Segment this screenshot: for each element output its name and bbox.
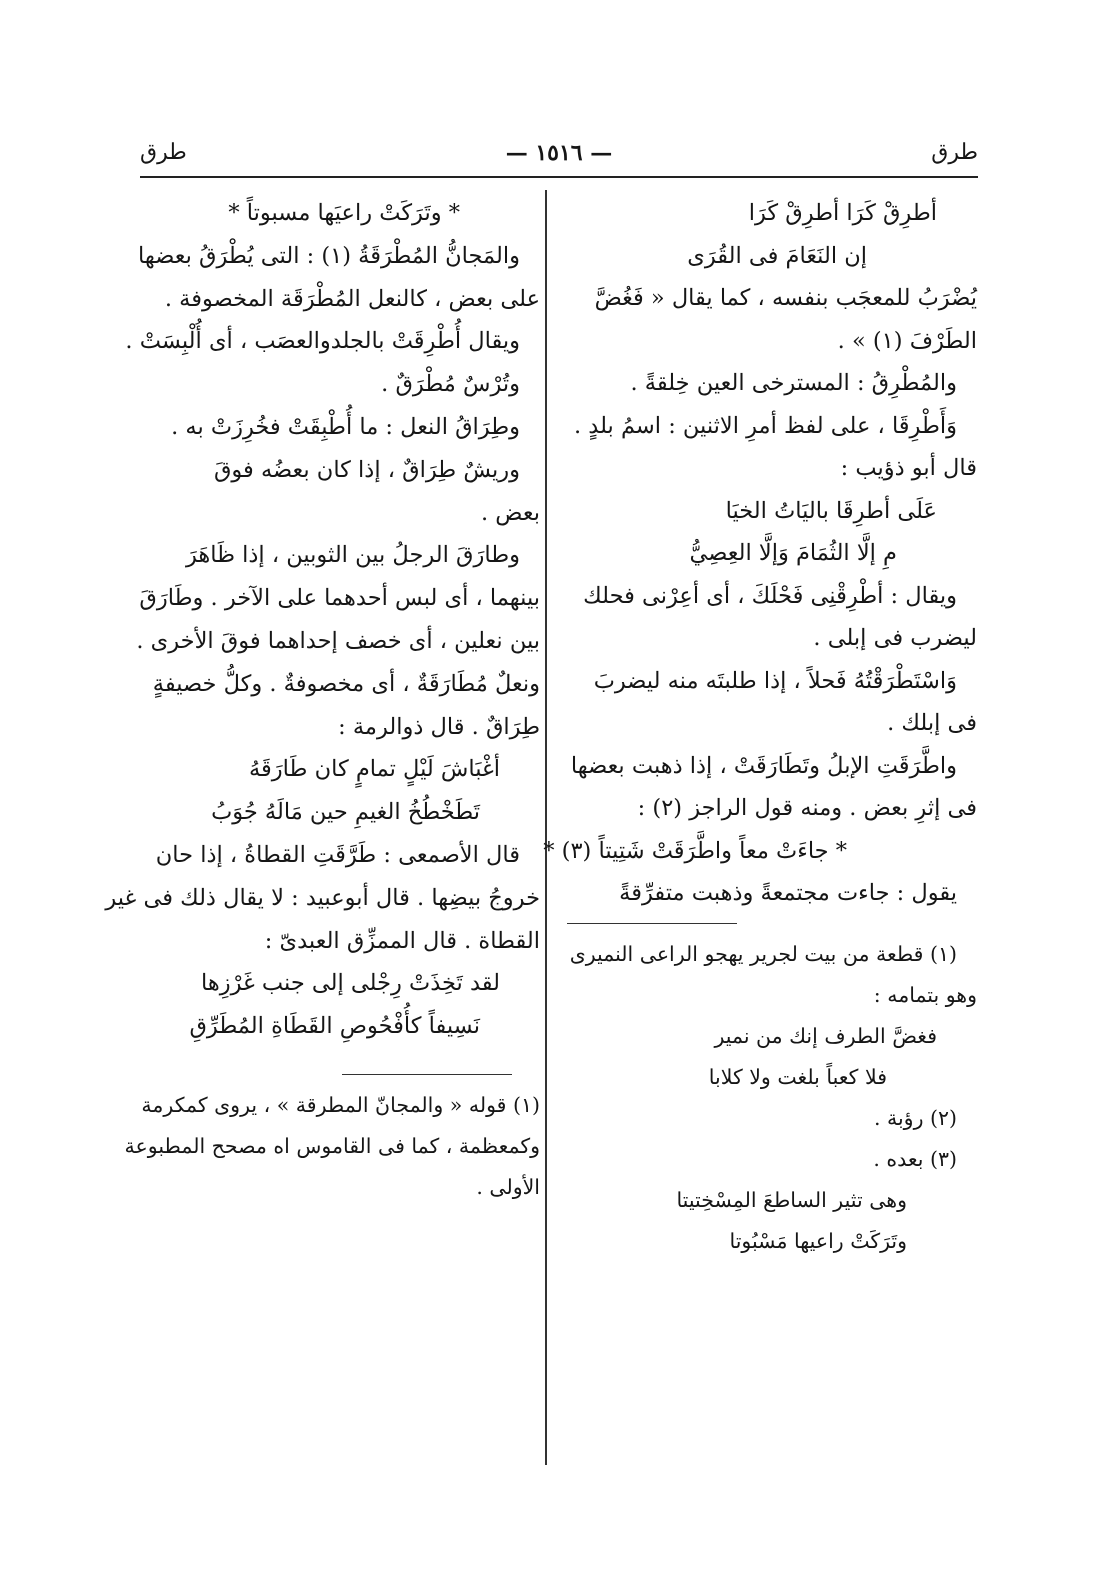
text-line: الطَرْفَ (١) » . [837,327,977,354]
left-column [105,192,540,1208]
text-line: وريشٌ طِرَاقٌ ، إذا كان بعضُه فوقَ [213,456,520,483]
verse-line: تَطَخْطُخُ الغيمِ حين مَالَهُ جُوَبُ [211,799,480,826]
footnote-line: وكمعظمة ، كما فى القاموس اه مصحح المطبوعة [124,1133,540,1158]
verse-line: عَلَى أطرِقَا باليَاتُ الخيَا [725,497,937,524]
text-line: والمَجانُّ المُطْرَقَةُ (١) : التى يُطْرَقُ بعضها [138,242,520,269]
text-line: ونعلٌ مُطَارَقَةٌ ، أى مخصوفةٌ . وكلُّ خصيفةٍ [152,670,540,697]
text-line: بين نعلين ، أى خصف إحداهما فوقَ الأخرى . [136,627,540,654]
text-line: أطرِقْ كَرَا أطرِقْ كَرَا [748,200,937,226]
footnote-line: الأولى . [476,1174,540,1199]
verse-line: مِ إلَّا الثُمَامَ وَإلَّا العِصِيُّ [689,540,897,566]
text-line: ويقال أُطْرِقَتْ بالجلدوالعصَب ، أى أُلْبِسَتْ . [125,328,520,355]
verse-line: * وتَرَكَتْ راعيَها مسبوتاً * [228,200,460,226]
text-line: وطارَقَ الرجلُ بين الثوبين ، إذا ظَاهَرَ [185,542,520,569]
footnote-verse: فلا كعباً بلغت ولا كلابا [708,1064,887,1089]
footnote-verse: فغضَّ الطرف إنك من نمير [714,1023,937,1048]
text-line: فى إثرِ بعض . ومنه قول الراجز (٢) : [637,795,977,821]
text-line: قال الأصمعى : طَرَّقَتِ القطاةُ ، إذا حان [155,841,520,868]
text-line: طِرَاقٌ . قال ذوالرمة : [338,713,540,740]
text-line: القطاة . قال الممزِّق العبدىّ : [264,927,540,954]
verse-line: نَسِيفاً كأُفْحُوصِ القَطَاةِ المُطَرِّقِ [189,1013,480,1040]
text-line: يُضْرَبُ للمعجَب بنفسه ، كما يقال « فَغُضَّ [594,285,977,311]
text-line: والمُطْرِقُ : المسترخى العين خِلقةً . [630,370,957,396]
text-line: بينهما ، أى لبس أحدهما على الآخر . وطَارَقَ [139,585,540,612]
text-line: وَاسْتَطْرَقْتُهُ فَحلاً ، إذا طلبتَه منه ليضربَ [593,667,957,694]
footnote-verse: وهى تثير الساطعَ المِسْخِتيتا [676,1187,907,1212]
text-line: إن النَعَامَ فى القُرَى [687,242,867,269]
right-column [543,192,977,1262]
text-line: على بعض ، كالنعل المُطْرَقَة المخصوفة . [164,285,540,312]
text-line: قال أبو ذؤيب : [840,455,977,481]
verse-line: لقد تَخِذَتْ رِجْلى إلى جنب غَرْزِها [201,970,500,997]
headword-left: طرق [140,140,187,165]
text-line: بعض . [481,499,540,526]
verse-line: * جاءَتْ معاً واطَّرَقَتْ شَتِيتاً (٣) * [543,837,847,864]
text-line: واطَّرَقَتِ الإبلُ وتَطَارَقَتْ ، إذا ذهبت بعضها [570,752,957,779]
text-line: وطِرَاقُ النعل : ما أُطْبِقَتْ فخُرِزَتْ به . [171,413,520,440]
footnote-rule [342,1074,512,1075]
text-line: ليضرب فى إبلى . [813,625,977,651]
column-divider [545,190,547,1465]
page-header [140,140,978,180]
text-line: خروجُ بيضِها . قال أبوعبيد : لا يقال ذلك فى غير [105,884,540,911]
text-line: ويقال : أطْرِقْنِى فَحْلَكَ ، أى أعِرْنى فحلك [583,582,957,609]
footnote-line: (٢) رؤبة . [873,1105,957,1130]
text-line: فى إبلك . [887,710,977,736]
footnote-line: وهو بتمامه : [873,982,977,1007]
footnote-line: (١) قطعة من بيت لجرير يهجو الراعى النميرى [569,941,957,966]
headword-right: طرق [931,140,978,165]
text-line: يقول : جاءت مجتمعةً وذهبت متفرِّقةً [619,880,957,906]
footnote-line: (١) قوله « والمجانّ المطرقة » ، يروى كمكرمة [141,1092,540,1117]
text-line: وَأَطْرِقَا ، على لفظ أمرِ الاثنين : اسمُ بلدٍ . [573,412,957,439]
verse-line: أغْبَاشَ لَيْلٍ تمامٍ كان طَارَقَهُ [248,756,500,783]
header-rule [140,176,978,178]
footnote-rule [567,923,737,924]
text-line: وتُرْسٌ مُطْرَقٌ . [381,371,520,398]
footnote-line: (٣) بعده . [873,1146,957,1171]
page-number: — ١٥١٦ — [505,140,613,166]
footnote-verse: وتَرَكَتْ راعيها مَسْبُوتا [729,1228,907,1253]
